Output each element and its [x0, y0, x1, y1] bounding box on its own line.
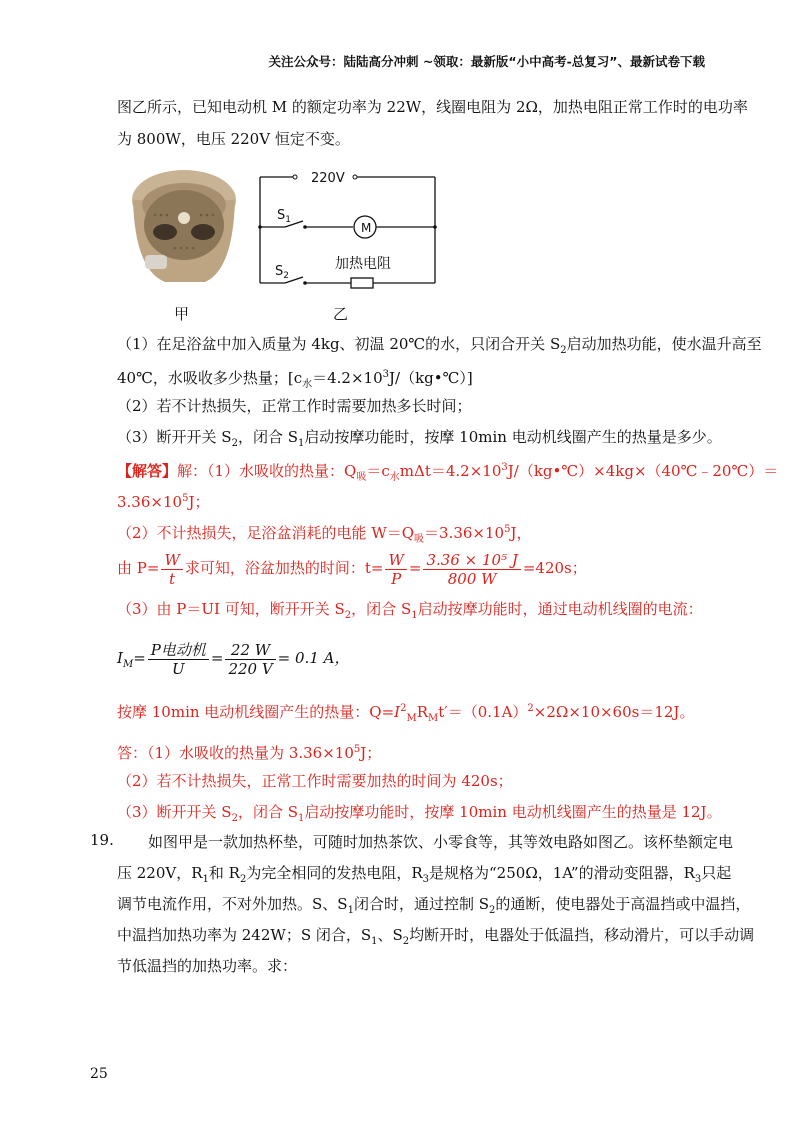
- answer-line-2: （2）不计热损失，足浴盆消耗的电能 $W=Q_吸=3.36\times 10^5J$，: [117, 524, 532, 545]
- circuit-diagram: [255, 165, 440, 290]
- foot-bath-image: [125, 160, 243, 290]
- svg-text:S2: $S_2$: [275, 264, 289, 281]
- switch-s2-label: S: [275, 264, 284, 279]
- page-number: 25: [90, 1066, 108, 1082]
- answer-line-3: （3）由 P＝UI 可知，断开开关 $S_2$，闭合 $S_1$启动按摩功能时，通过电动机线圈的电流：: [117, 600, 703, 621]
- answer-line-2-formula: 由 P= $\frac{W}{t}$ 求可知，浴盆加热的时间：t= $\frac{W}{P}$ = $\frac{\text{3.36 × 10⁵ J}}{800 W}$ =420s；: [117, 550, 587, 588]
- question-2: （2）若不计热损失，正常工作时需要加热多长时间；: [117, 397, 472, 415]
- voltage-label: 220V: [311, 171, 345, 186]
- svg-text:S1: $S_1$: [277, 208, 291, 225]
- current-formula: $I_M=$ $\frac{\text{P电动机}}{U}$ = $\frac{22 W}{220 V}$ = 0.1 A，: [117, 640, 350, 678]
- question-3: （3）断开开关 $S_2$，闭合 $S_1$启动按摩功能时，按摩 10min 电动机线圈产生的热量是多少。: [117, 428, 722, 449]
- motor-label: M: [361, 221, 372, 235]
- answer-tag: 【解答】: [117, 462, 178, 480]
- final-answer-2: （2）若不计热损失，正常工作时需要加热的时间为 420s；: [117, 772, 513, 790]
- question-19-line-4: 中温挡加热功率为 242W；S 闭合，$S_1$、$S_2$均断开时，电器处于低温挡，移动滑片，可以手动调: [117, 926, 755, 947]
- figure-label-b: 乙: [333, 305, 349, 323]
- final-answer-1: 答：（1）水吸收的热量为 $3.36\times 10^5J$；: [117, 744, 382, 762]
- answer-line-1: 【解答】解：（1）水吸收的热量：$Q_吸=c_水m\Delta t=4.2\times 10^3J/(kg•℃)\times 4kg\times(40℃﹣20℃)=$: [117, 462, 779, 483]
- heater-label: 加热电阻: [335, 256, 391, 272]
- page-header: 关注公众号：陆陆高分冲刺 ~领取：最新版“小中高考-总复习”、最新试卷下载: [268, 54, 705, 69]
- question-1-line-1: （1）在足浴盆中加入质量为 4kg、初温 20℃的水，只闭合开关 $S_2$启动加热功能，使水温升高至: [117, 335, 762, 356]
- intro-line-1: 图乙所示，已知电动机 M 的额定功率为 22W，线圈电阻为 2Ω，加热电阻正常工作时的电功率: [117, 98, 748, 116]
- question-19-line-5: 节低温挡的加热功率。求：: [117, 957, 298, 975]
- final-answer-3: （3）断开开关 $S_2$，闭合 $S_1$启动按摩功能时，按摩 10min 电动机线圈产生的热量是 12J。: [117, 803, 722, 824]
- question-19-number: 19.: [90, 831, 114, 849]
- intro-line-2: 为 800W，电压 220V 恒定不变。: [117, 130, 350, 148]
- answer-line-1-result: $3.36\times 10^5J$；: [117, 493, 210, 511]
- question-19-line-3: 调节电流作用，不对外加热。S、$S_1$闭合时，通过控制 $S_2$的通断，使电器处于高温挡或中温挡，: [117, 895, 751, 916]
- switch-s1-label: S: [277, 208, 286, 223]
- figure-label-a: 甲: [174, 305, 190, 323]
- question-19-line-1: 如图甲是一款加热杯垫，可随时加热茶饮、小零食等，其等效电路如图乙。该杯垫额定电: [148, 833, 734, 851]
- answer-line-3-heat: 按摩 10min 电动机线圈产生的热量：$Q=I^2_MR_Mt'=(0.1A)^2\times 2\Omega\times 10\times 60s=12J$。: [117, 703, 695, 724]
- question-19-line-2: 压 220V，$R_1$和 $R_2$为完全相同的发热电阻，$R_3$是规格为“250Ω，1A”的滑动变阻器，$R_3$只起: [117, 864, 732, 885]
- question-1-line-2: 40℃，水吸收多少热量；$[c_水=4.2\times 10^3J/(kg•℃)]$: [117, 369, 473, 390]
